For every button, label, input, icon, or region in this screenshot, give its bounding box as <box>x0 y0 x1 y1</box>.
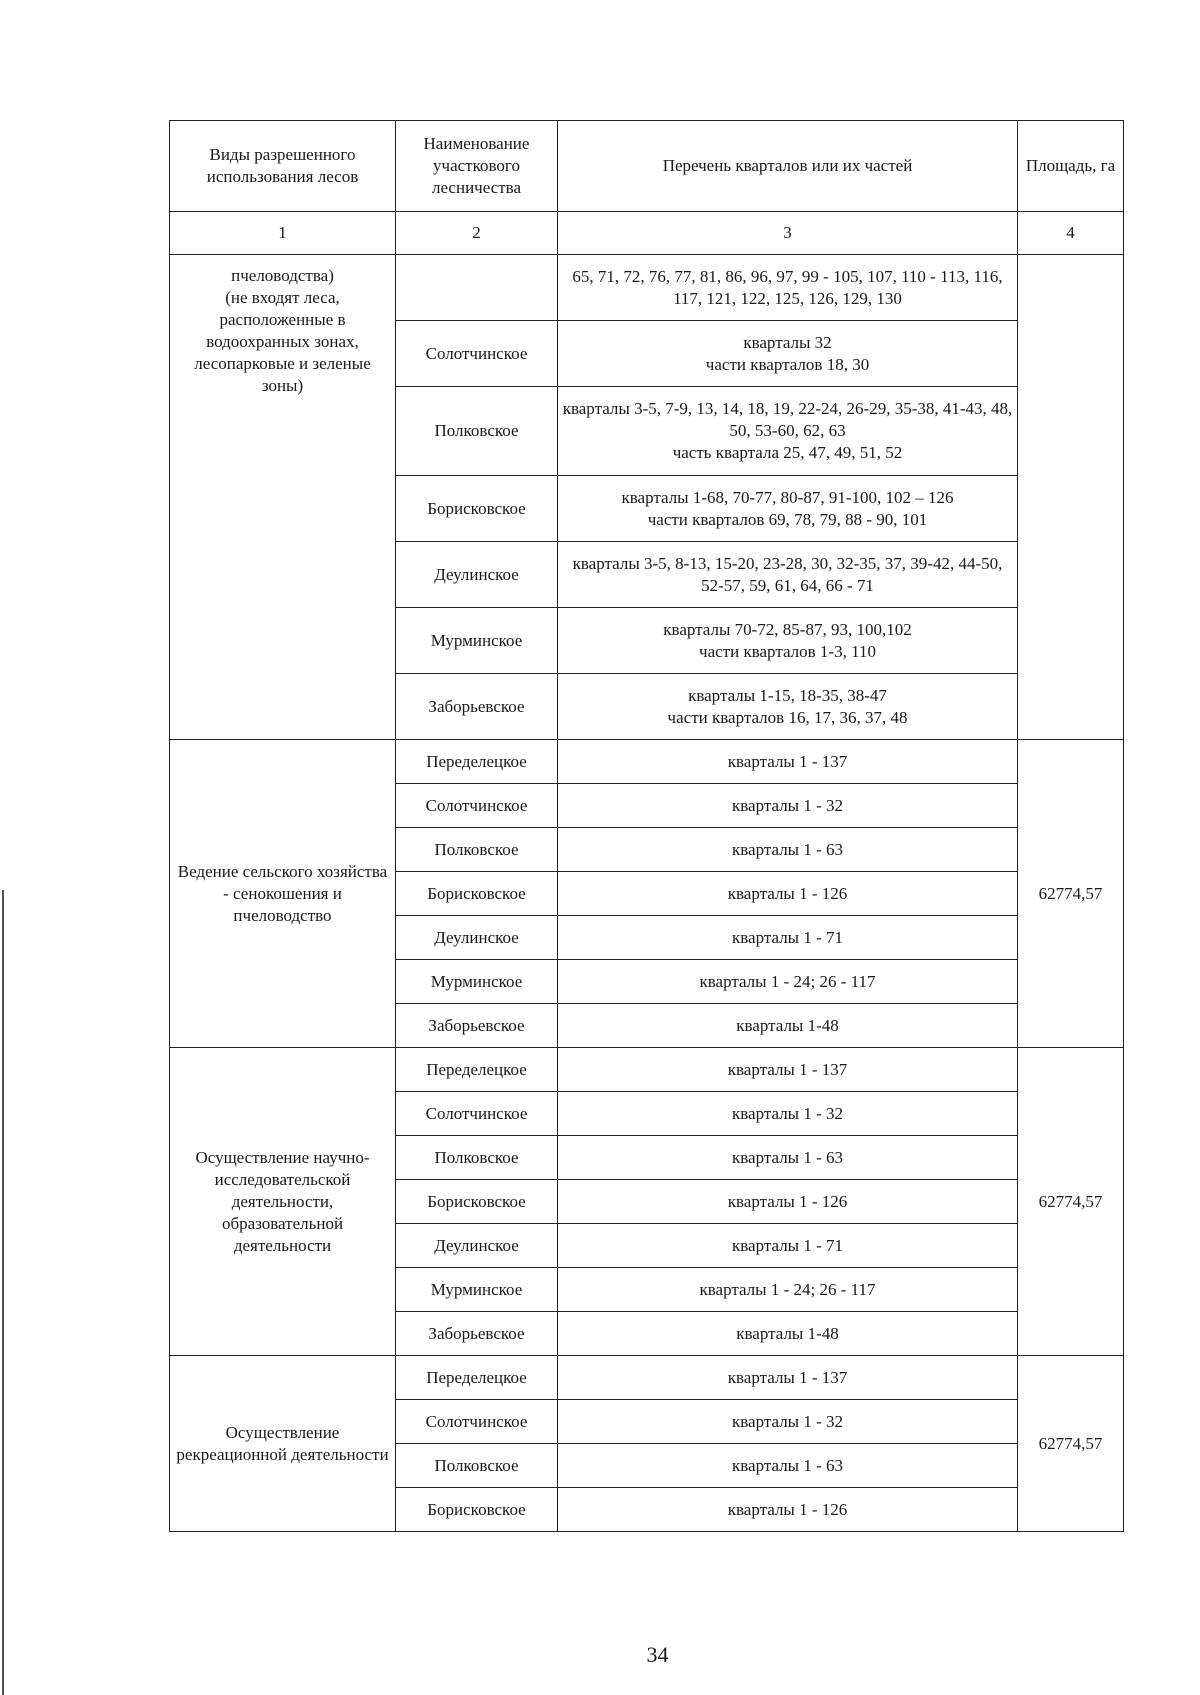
forestry-cell: Борисковское <box>396 476 558 542</box>
quarters-cell: кварталы 70-72, 85-87, 93, 100,102 части кварталов 1-3, 110 <box>558 608 1018 674</box>
column-number: 3 <box>558 212 1018 255</box>
forestry-cell: Мурминское <box>396 1268 558 1312</box>
forestry-cell: Солотчинское <box>396 321 558 387</box>
quarters-cell: 65, 71, 72, 76, 77, 81, 86, 96, 97, 99 - 105, 107, 110 - 113, 116, 117, 121, 122, 125, 126, 129, 130 <box>558 255 1018 321</box>
forestry-cell: Деулинское <box>396 542 558 608</box>
forestry-cell: Полковское <box>396 828 558 872</box>
forestry-cell: Борисковское <box>396 872 558 916</box>
header-area: Площадь, га <box>1018 121 1124 212</box>
quarters-cell: кварталы 3-5, 8-13, 15-20, 23-28, 30, 32-35, 37, 39-42, 44-50, 52-57, 59, 61, 64, 66 - 71 <box>558 542 1018 608</box>
usage-kind-cell: Осуществление научно-исследовательской деятельности, образовательной деятельности <box>170 1048 396 1356</box>
quarters-cell: кварталы 1-48 <box>558 1004 1018 1048</box>
column-number: 2 <box>396 212 558 255</box>
quarters-cell: кварталы 1 - 126 <box>558 1180 1018 1224</box>
column-numbers-row <box>170 212 1124 255</box>
quarters-cell: кварталы 1 - 63 <box>558 828 1018 872</box>
table-row <box>170 255 1124 321</box>
forestry-cell: Переделецкое <box>396 740 558 784</box>
quarters-cell: кварталы 1 - 63 <box>558 1136 1018 1180</box>
forest-use-table <box>169 120 1124 1532</box>
forestry-cell: Переделецкое <box>396 1356 558 1400</box>
quarters-cell: кварталы 1 - 32 <box>558 1400 1018 1444</box>
area-cell: 62774,57 <box>1018 1048 1124 1356</box>
quarters-cell: кварталы 1 - 126 <box>558 872 1018 916</box>
forestry-cell: Солотчинское <box>396 1092 558 1136</box>
quarters-cell: кварталы 1 - 137 <box>558 1048 1018 1092</box>
usage-kind-cell: Ведение сельского хозяйства - сенокошения и пчеловодство <box>170 740 396 1048</box>
header-quarters-list: Перечень кварталов или их частей <box>558 121 1018 212</box>
forestry-cell: Деулинское <box>396 916 558 960</box>
quarters-cell: кварталы 32 части кварталов 18, 30 <box>558 321 1018 387</box>
table-row <box>170 1356 1124 1400</box>
forestry-cell: Солотчинское <box>396 1400 558 1444</box>
quarters-cell: кварталы 1 - 63 <box>558 1444 1018 1488</box>
quarters-cell: кварталы 1-48 <box>558 1312 1018 1356</box>
column-number: 1 <box>170 212 396 255</box>
column-number: 4 <box>1018 212 1124 255</box>
forestry-cell: Переделецкое <box>396 1048 558 1092</box>
quarters-cell: кварталы 1 - 126 <box>558 1488 1018 1532</box>
forestry-cell: Заборьевское <box>396 1312 558 1356</box>
forestry-cell: Полковское <box>396 1136 558 1180</box>
forestry-cell <box>396 255 558 321</box>
forestry-cell: Полковское <box>396 387 558 476</box>
forestry-cell: Борисковское <box>396 1180 558 1224</box>
quarters-cell: кварталы 1 - 32 <box>558 784 1018 828</box>
forestry-cell: Мурминское <box>396 960 558 1004</box>
quarters-cell: кварталы 1-68, 70-77, 80-87, 91-100, 102 – 126 части кварталов 69, 78, 79, 88 - 90, 101 <box>558 476 1018 542</box>
header-forestry-name: Наименование участкового лесничества <box>396 121 558 212</box>
quarters-cell: кварталы 3-5, 7-9, 13, 14, 18, 19, 22-24, 26-29, 35-38, 41-43, 48, 50, 53-60, 62, 63 часть квартала 25, 47, 49, 51, 52 <box>558 387 1018 476</box>
forestry-cell: Мурминское <box>396 608 558 674</box>
area-cell <box>1018 255 1124 740</box>
forestry-cell: Заборьевское <box>396 674 558 740</box>
quarters-cell: кварталы 1 - 71 <box>558 916 1018 960</box>
forestry-cell: Деулинское <box>396 1224 558 1268</box>
forestry-cell: Полковское <box>396 1444 558 1488</box>
quarters-cell: кварталы 1 - 32 <box>558 1092 1018 1136</box>
forestry-cell: Заборьевское <box>396 1004 558 1048</box>
table-row <box>170 740 1124 784</box>
usage-kind-cell: пчеловодства) (не входят леса, расположенные в водоохранных зонах, лесопарковые и зеленые зоны) <box>170 255 396 740</box>
forestry-cell: Солотчинское <box>396 784 558 828</box>
table-row <box>170 1048 1124 1092</box>
scan-margin-line <box>2 890 4 1695</box>
area-cell: 62774,57 <box>1018 740 1124 1048</box>
quarters-cell: кварталы 1 - 137 <box>558 1356 1018 1400</box>
forestry-cell: Борисковское <box>396 1488 558 1532</box>
table-header-row <box>170 121 1124 212</box>
quarters-cell: кварталы 1 - 24; 26 - 117 <box>558 1268 1018 1312</box>
usage-kind-cell: Осуществление рекреационной деятельности <box>170 1356 396 1532</box>
quarters-cell: кварталы 1 - 71 <box>558 1224 1018 1268</box>
page-number: 34 <box>646 1642 669 1667</box>
header-usage-kind: Виды разрешенного использования лесов <box>170 121 396 212</box>
area-cell: 62774,57 <box>1018 1356 1124 1532</box>
quarters-cell: кварталы 1 - 24; 26 - 117 <box>558 960 1018 1004</box>
quarters-cell: кварталы 1 - 137 <box>558 740 1018 784</box>
quarters-cell: кварталы 1-15, 18-35, 38-47 части кварталов 16, 17, 36, 37, 48 <box>558 674 1018 740</box>
